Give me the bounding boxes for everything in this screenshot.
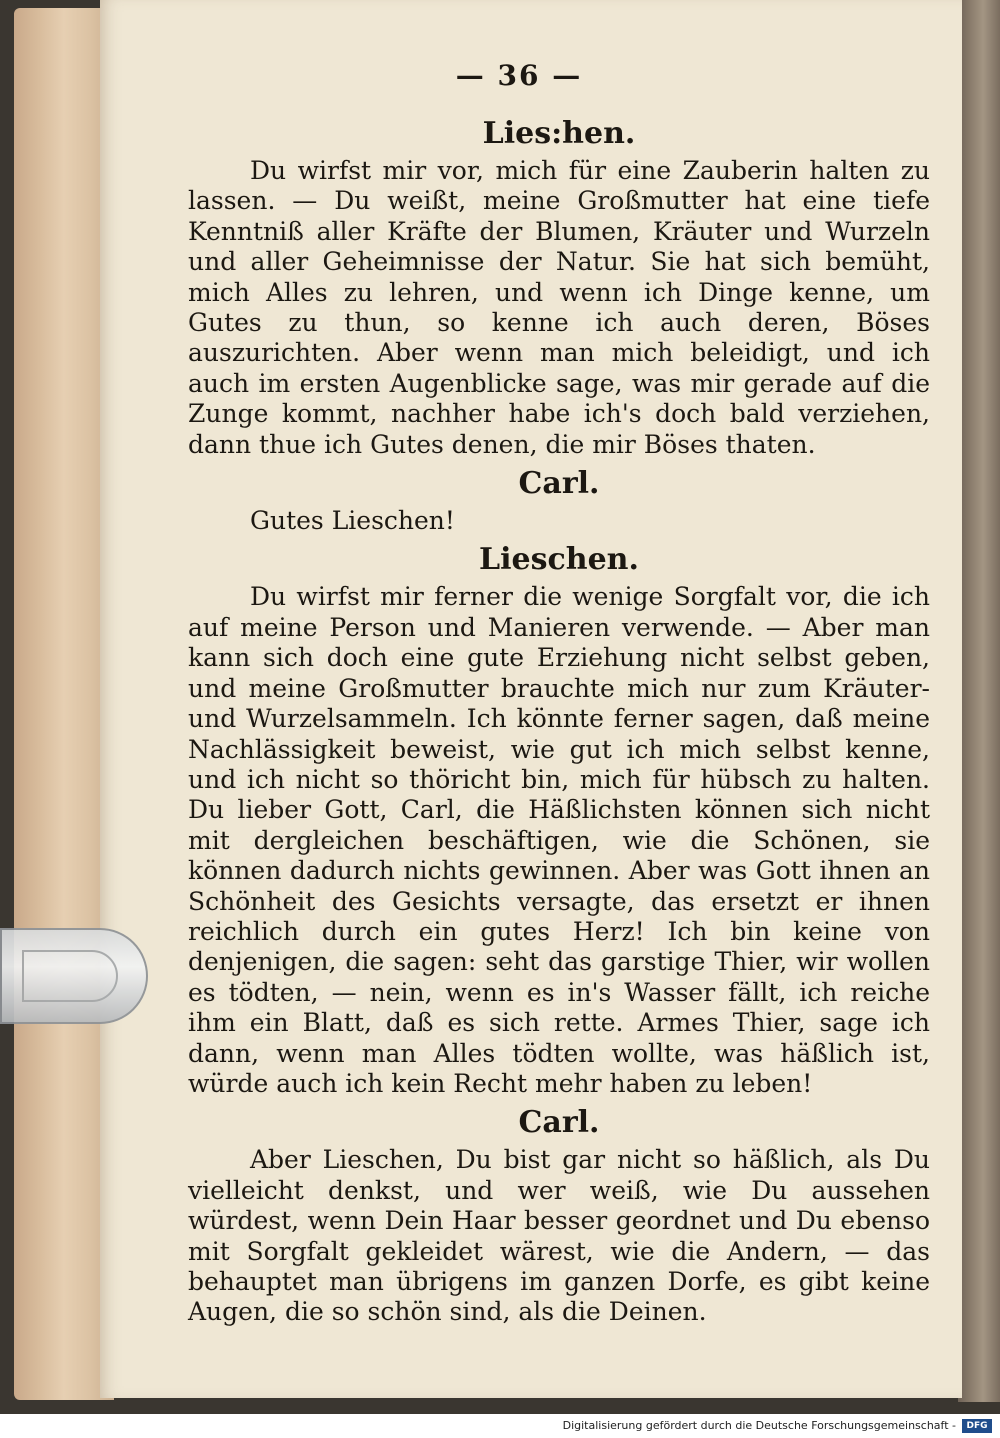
- speech-paragraph: Gutes Lieschen!: [250, 506, 455, 536]
- speech-paragraph: Du wirfst mir ferner die wenige Sorgfalt vor, die ich auf meine Person und Manieren verwende. — Aber man kann sich doch eine gute Erziehung nicht selbst geben, und meine Großmutter brauchte mich nur zum Kräuter- und Wurzelsammeln. Ich könnte ferner sagen, daß meine Nachlässigkeit beweist, wie gut ich mich selbst kenne, und ich nicht so thöricht bin, mich für hübsch zu halten. Du lieber Gott, Carl, die Häßlichsten können sich nicht mit dergleichen beschäftigen, wie die Schönen, sie können dadurch nichts gewinnen. Aber was Gott ihnen an Schönheit des Gesichts versagte, das ersetzt er ihnen reichlich durch ein gutes Herz! Ich bin keine von denjenigen, die sagen: seht das garstige Thier, wir wollen es tödten, — nein, wenn es in's Wasser fällt, ich reiche ihm ein Blatt, daß es sich rette. Armes Thier, sage ich dann, wenn man Alles tödten wollte, was häßlich ist, würde auch ich kein Recht mehr haben zu leben!: [188, 582, 930, 1098]
- page-number: — 36 —: [455, 59, 583, 92]
- speaker-name: Carl.: [518, 1105, 600, 1141]
- page-clip-loop: [22, 950, 118, 1002]
- page-edges-left: [14, 8, 114, 1400]
- page-clip: [0, 928, 148, 1024]
- dfg-logo: DFG: [962, 1419, 992, 1433]
- funding-credit: Digitalisierung gefördert durch die Deutsche Forschungsgemeinschaft -: [562, 1419, 956, 1432]
- text-blocks: [188, 114, 930, 1328]
- speech-paragraph: Aber Lieschen, Du bist gar nicht so häßlich, als Du vielleicht denkst, und wer weiß, wie Du aussehen würdest, wenn Dein Haar besser geordnet und Du ebenso mit Sorgfalt gekleidet wärest, wie die Andern, — das behauptet man übrigens im ganzen Dorfe, es gibt keine Augen, die so schön sind, als die Deinen.: [188, 1145, 930, 1327]
- page-content: [188, 56, 930, 1328]
- speaker-name: Lieschen.: [479, 542, 639, 578]
- page-edges-right: [958, 0, 1000, 1402]
- speaker-name: Lies:hen.: [482, 116, 636, 151]
- speaker-name: Carl.: [518, 466, 600, 502]
- speech-paragraph: Du wirfst mir vor, mich für eine Zauberin halten zu lassen. — Du weißt, meine Großmutter hat eine tiefe Kenntniß aller Kräfte der Blumen, Kräuter und Wurzeln und aller Geheimnisse der Natur. Sie hat sich bemüht, mich Alles zu lehren, und wenn ich Dinge kenne, um Gutes zu thun, so kenne ich auch deren, Böses auszurichten. Aber wenn man mich beleidigt, und ich auch im ersten Augenblicke sage, was mir gerade auf die Zunge kommt, nachher habe ich's doch bald verziehen, dann thue ich Gutes denen, die mir Böses thaten.: [188, 156, 930, 459]
